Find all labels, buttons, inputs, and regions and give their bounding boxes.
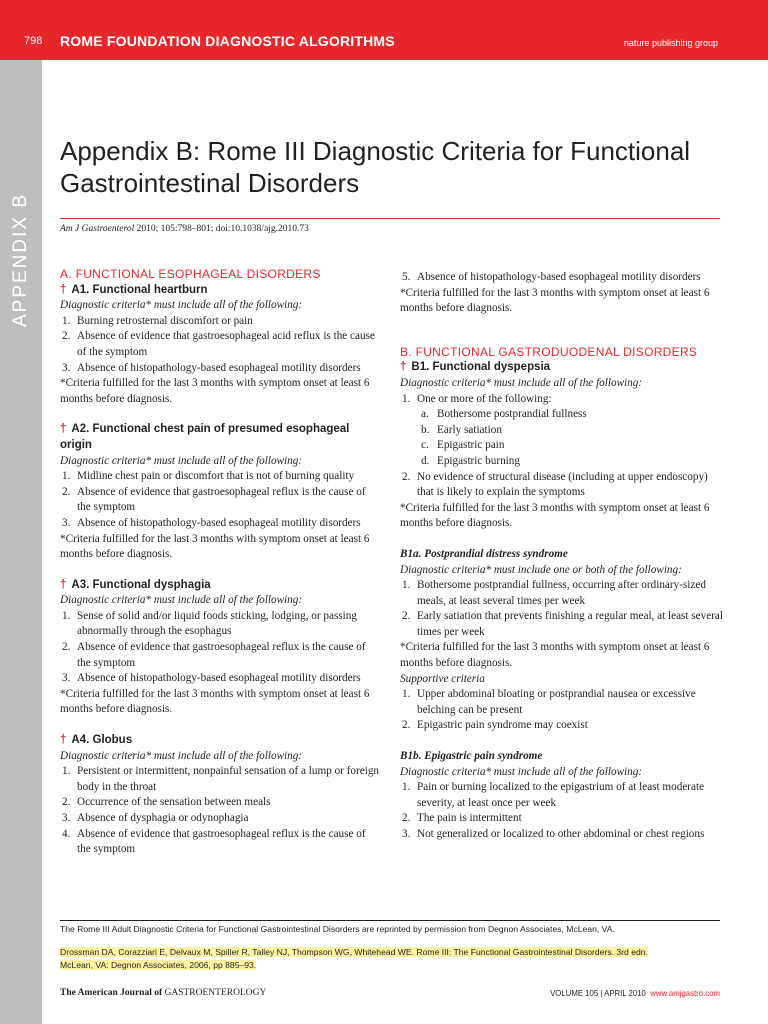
a2-criteria: Diagnostic criteria* must include all of the following:	[60, 454, 303, 467]
b1a-list	[400, 578, 725, 640]
citation-details: 2010; 105:798–801; doi:10.1038/ajg.2010.73	[134, 224, 309, 234]
title-divider	[60, 218, 720, 219]
b1a-note: *Criteria fulfilled for the last 3 months with symptom onset at least 6 months before diagnosis.	[400, 641, 710, 670]
list-item: 3. Not generalized or localized to other abdominal or chest regions	[402, 828, 705, 840]
a3-title: † A3. Functional dysphagia	[60, 578, 211, 591]
permission-note: The Rome III Adult Diagnostic Criteria for Functional Gastrointestinal Disorders are reprinted by permission from Degnon Associates, McLean, VA.	[60, 924, 615, 934]
reference-line-2: McLean, VA: Degnon Associates, 2006, pp 885–93.	[60, 960, 257, 970]
header-bar	[0, 0, 768, 60]
list-item: 2. Epigastric pain syndrome may coexist	[402, 719, 588, 732]
a1-note: *Criteria fulfilled for the last 3 months with symptom onset at least 6 months before diagnosis.	[60, 377, 370, 405]
b1b-criteria: Diagnostic criteria* must include all of the following:	[400, 765, 643, 778]
a4-list-continued	[400, 270, 725, 286]
list-item: 1. Bothersome postprandial fullness, occurring after ordinary-sized meals, at least several times per week	[402, 579, 706, 607]
citation-journal: Am J Gastroenterol	[60, 224, 135, 234]
journal-name: The American Journal of GASTROENTEROLOGY	[60, 988, 267, 998]
dagger-mark: †	[60, 734, 67, 747]
list-item: 2. Occurrence of the sensation between meals	[62, 796, 271, 809]
reference-line-1: Drossman DA, Corazziari E, Delvaux M, Spiller R, Talley NJ, Thompson WG, Whitehead WE. Rome III: The Functional Gastrointestinal Disorders. 3rd edn.	[60, 947, 648, 957]
left-column	[60, 267, 380, 858]
b1-list	[400, 392, 725, 501]
a3-criteria: Diagnostic criteria* must include all of the following:	[60, 594, 303, 607]
list-item: 2. Absence of evidence that gastroesophageal acid reflux is the cause of the symptom	[62, 330, 375, 358]
running-title: ROME FOUNDATION DIAGNOSTIC ALGORITHMS	[60, 33, 395, 49]
list-subitem: c. Epigastric pain	[421, 439, 505, 452]
right-column	[400, 270, 725, 843]
list-item: 1. One or more of the following:	[402, 392, 552, 405]
sidebar-label: APPENDIX B	[10, 192, 31, 328]
list-item: 2. Absence of evidence that gastroesophageal reflux is the cause of the symptom	[62, 641, 366, 669]
list-item: 3. Absence of histopathology-based esophageal motility disorders	[62, 672, 361, 685]
dagger-mark: †	[60, 578, 67, 591]
a4-criteria: Diagnostic criteria* must include all of the following:	[60, 749, 303, 762]
list-item: 1. Midline chest pain or discomfort that is not of burning quality	[62, 470, 355, 483]
a4-list	[60, 764, 380, 858]
list-item: 1. Burning retrosternal discomfort or pain	[62, 314, 253, 327]
page-number: 798	[24, 35, 43, 47]
list-item: 5. Absence of histopathology-based esophageal motility disorders	[402, 271, 701, 283]
a2-title: † A2. Functional chest pain of presumed esophageal origin	[60, 423, 350, 451]
list-item: 3. Absence of histopathology-based esophageal motility disorders	[62, 516, 361, 529]
b1-criteria: Diagnostic criteria* must include all of the following:	[400, 376, 643, 389]
section-b-heading: B. FUNCTIONAL GASTRODUODENAL DISORDERS	[400, 344, 698, 359]
a4-note: *Criteria fulfilled for the last 3 months with symptom onset at least 6 months before diagnosis.	[400, 286, 710, 315]
journal-url[interactable]: www.amjgastro.com	[650, 989, 720, 998]
b1a-supportive-heading: Supportive criteria	[400, 672, 485, 685]
b1a-title: B1a. Postprandial distress syndrome	[400, 547, 568, 560]
dagger-mark: †	[400, 361, 407, 374]
appendix-sidebar	[0, 60, 42, 1024]
dagger-mark: †	[60, 423, 67, 436]
a2-note: *Criteria fulfilled for the last 3 months with symptom onset at least 6 months before diagnosis.	[60, 532, 370, 561]
a4-title: † A4. Globus	[60, 734, 133, 747]
footer-divider	[60, 920, 720, 921]
list-item: 4. Absence of evidence that gastroesophageal reflux is the cause of the symptom	[62, 827, 366, 856]
a2-list	[60, 469, 380, 531]
list-subitem: d. Epigastric burning	[421, 454, 520, 467]
list-subitem: a. Bothersome postprandial fullness	[421, 408, 587, 421]
list-subitem: b. Early satiation	[421, 423, 502, 436]
list-item: 2. Early satiation that prevents finishing a regular meal, at least several times per week	[402, 610, 723, 638]
list-item: 2. The pain is intermittent	[402, 812, 522, 825]
list-item: 1. Persistent or intermittent, nonpainful sensation of a lump or foreign body in the throat	[62, 765, 380, 793]
dagger-mark: †	[60, 283, 67, 296]
a3-list	[60, 609, 380, 687]
b1b-title: B1b. Epigastric pain syndrome	[400, 750, 543, 763]
b1a-supportive-list	[400, 687, 725, 734]
b1b-list	[400, 780, 725, 842]
list-item: 1. Pain or burning localized to the epigastrium of at least moderate severity, at least once per week	[402, 781, 705, 809]
list-item: 3. Absence of histopathology-based esophageal motility disorders	[62, 361, 361, 374]
list-item: 2. No evidence of structural disease (including at upper endoscopy) that is likely to explain the symptoms	[402, 470, 708, 499]
list-item: 1. Sense of solid and/or liquid foods sticking, lodging, or passing abnormally through the esophagus	[62, 609, 357, 638]
list-item: 2. Absence of evidence that gastroesophageal reflux is the cause of the symptom	[62, 485, 366, 514]
citation	[60, 224, 309, 234]
list-item: 1. Upper abdominal bloating or postprandial nausea or excessive belching can be present	[402, 688, 696, 716]
a3-note: *Criteria fulfilled for the last 3 months with symptom onset at least 6 months before diagnosis.	[60, 687, 370, 716]
publisher-name: nature publishing group	[623, 38, 718, 48]
page-title: Appendix B: Rome III Diagnostic Criteria for Functional Gastrointestinal Disorders	[60, 136, 691, 198]
reference	[60, 946, 740, 972]
b1-title: † B1. Functional dyspepsia	[400, 361, 551, 374]
section-a-heading: A. FUNCTIONAL ESOPHAGEAL DISORDERS	[60, 267, 321, 281]
issue-info: VOLUME 105 | APRIL 2010 www.amjgastro.com	[550, 989, 720, 998]
a1-title: † A1. Functional heartburn	[60, 283, 208, 296]
a1-criteria: Diagnostic criteria* must include all of the following:	[60, 299, 303, 312]
a1-list	[60, 314, 380, 376]
b1-note: *Criteria fulfilled for the last 3 months with symptom onset at least 6 months before diagnosis.	[400, 501, 710, 530]
b1a-criteria: Diagnostic criteria* must include one or both of the following:	[400, 563, 682, 576]
list-item: 3. Absence of dysphagia or odynophagia	[62, 812, 249, 824]
